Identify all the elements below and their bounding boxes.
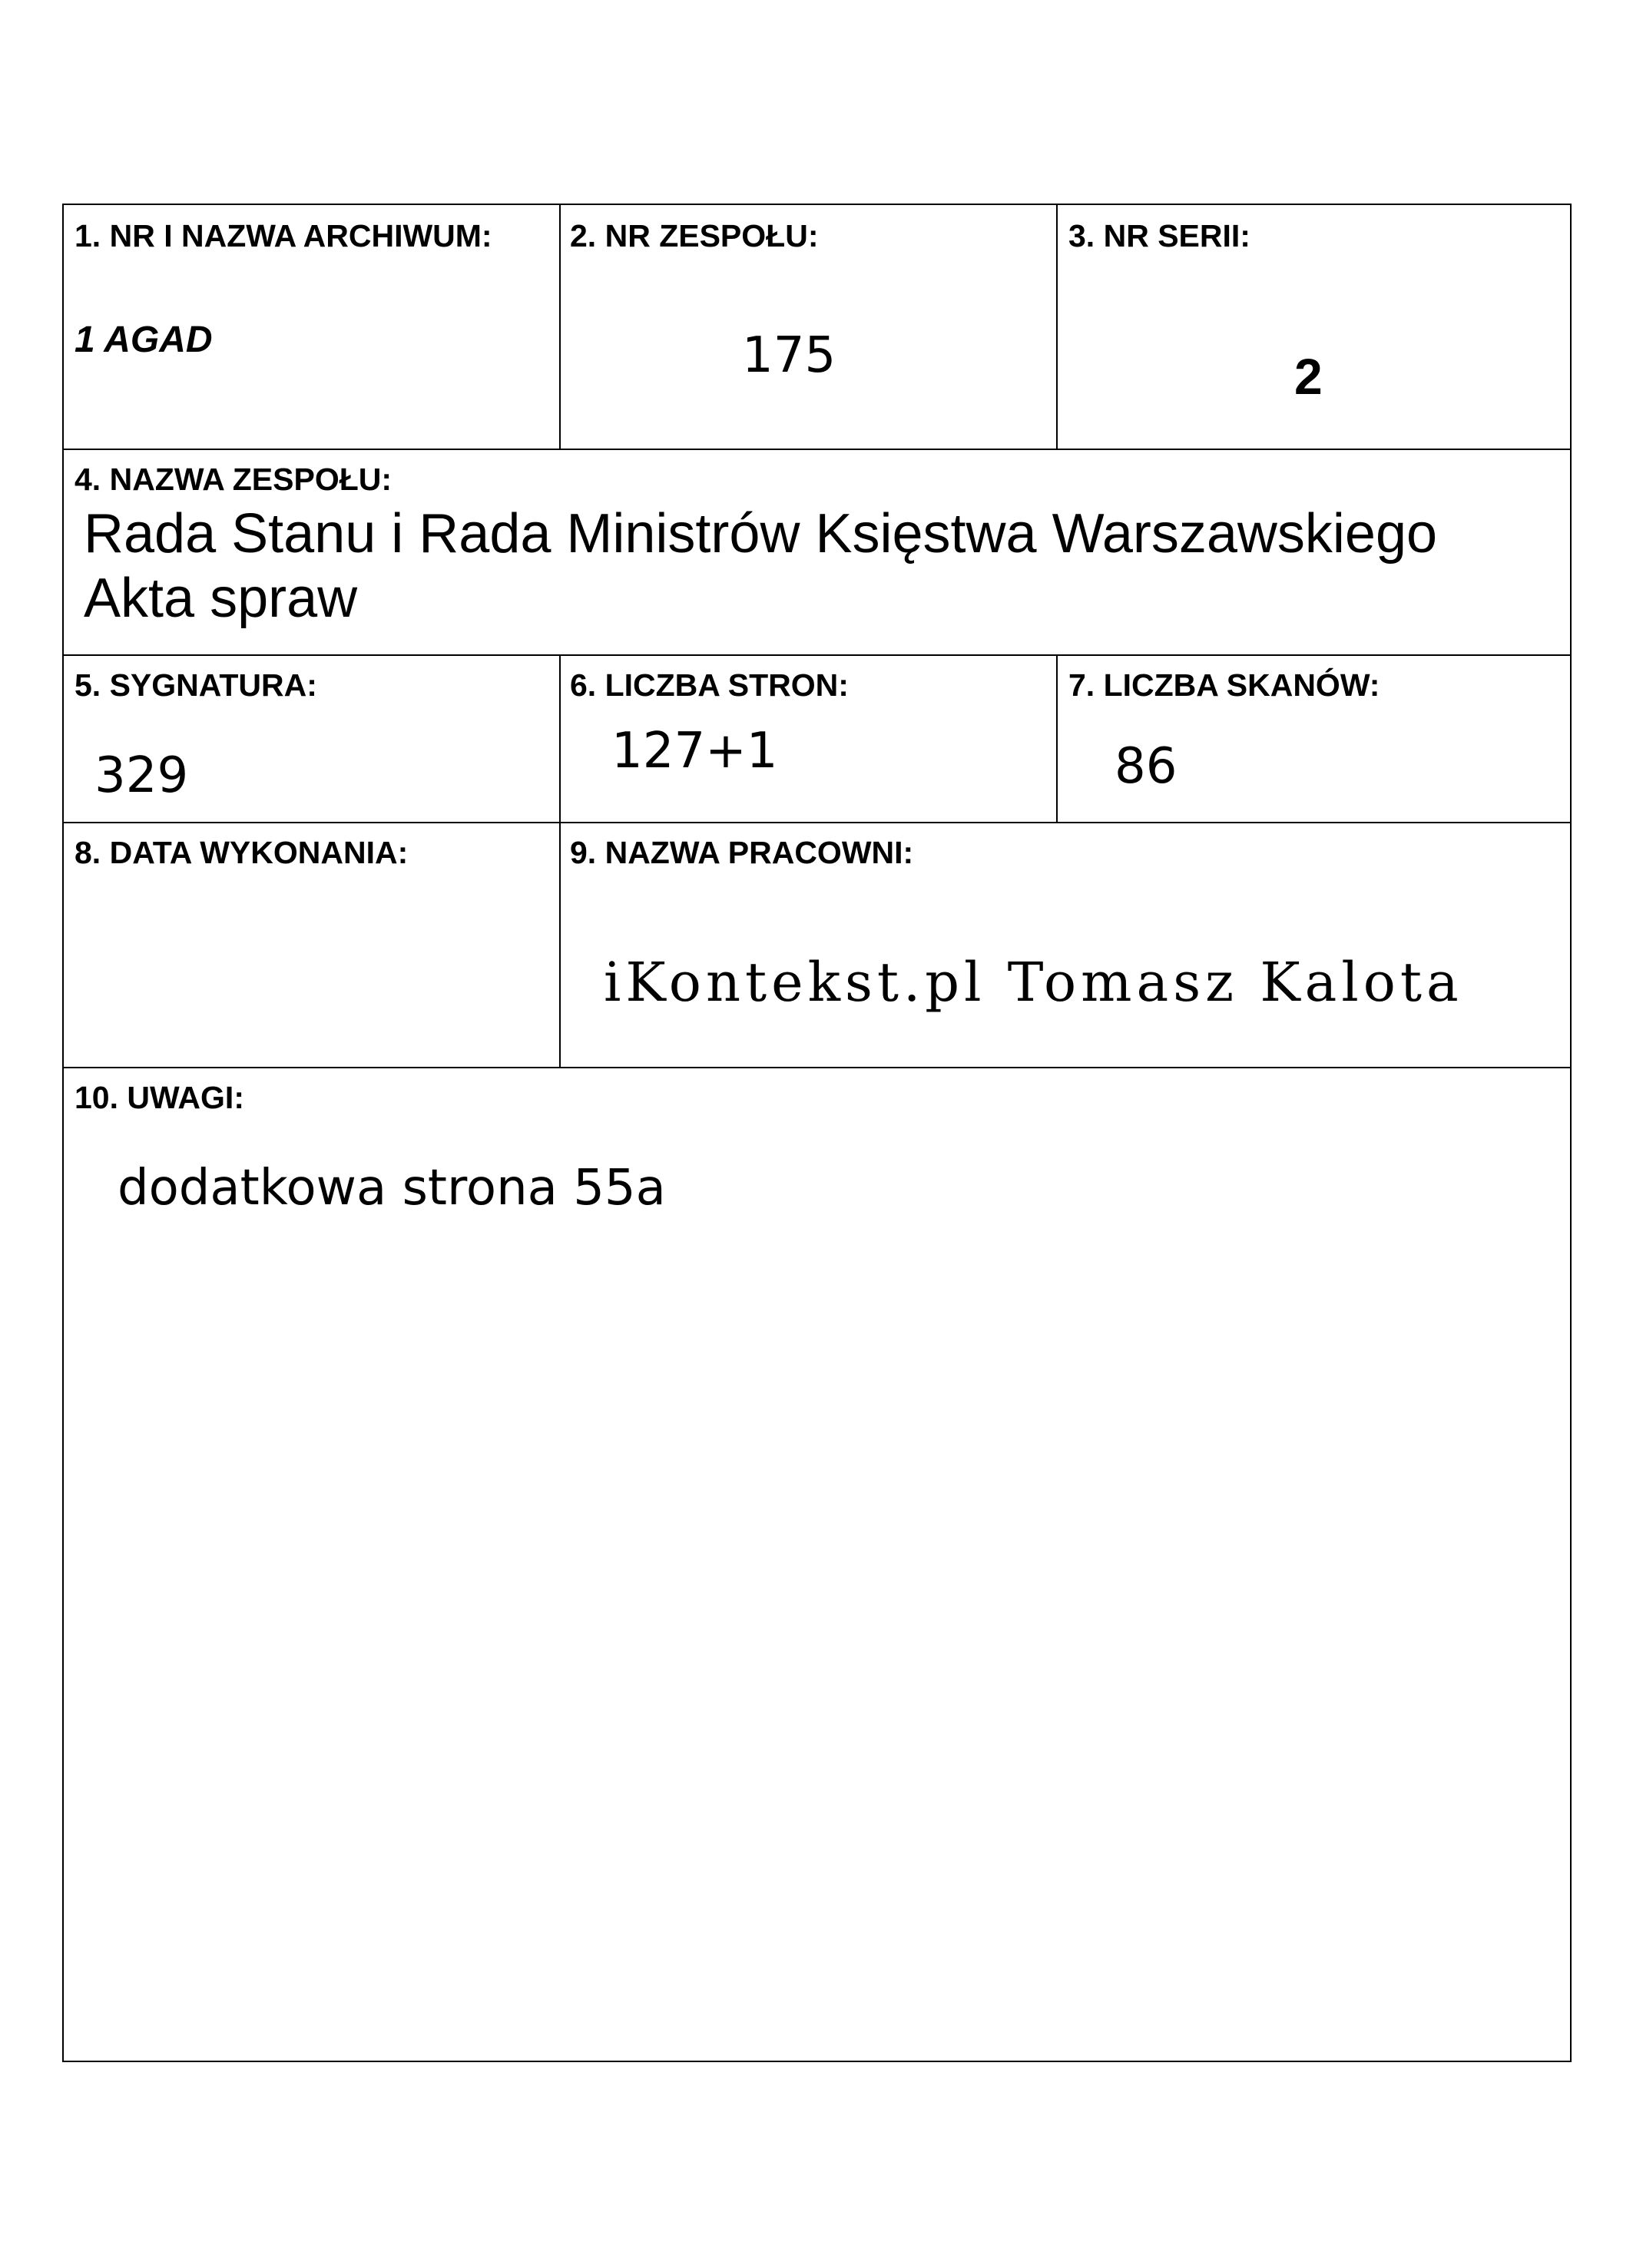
scan-count-value: 86 [1115,738,1178,795]
page-count-value: 127+1 [611,723,778,780]
fonds-name-cell [64,450,1570,654]
fonds-number-cell [561,205,1056,449]
date-label: 8. DATA WYKONANIA: [75,835,409,870]
studio-cell [561,823,1570,1067]
page-count-label: 6. LICZBA STRON: [570,667,849,703]
scan-count-label: 7. LICZBA SKANÓW: [1068,667,1380,703]
signature-label: 5. SYGNATURA: [75,667,317,703]
signature-cell [64,656,559,822]
signature-value: 329 [94,747,189,804]
page-count-cell [561,656,1056,822]
series-number-cell [1058,205,1570,449]
notes-value: dodatkowa strona 55a [118,1160,666,1217]
fonds-name-label: 4. NAZWA ZESPOŁU: [75,462,393,497]
archive-label: 1. NR I NAZWA ARCHIWUM: [75,218,492,253]
archive-cell [64,205,559,449]
fonds-number-label: 2. NR ZESPOŁU: [570,218,819,253]
series-number-label: 3. NR SERII: [1068,218,1250,253]
notes-label: 10. UWAGI: [75,1080,244,1115]
scan-count-cell [1058,656,1570,822]
fonds-number-value: 175 [742,327,836,384]
studio-value: iKontekst.pl Tomasz Kalota [604,951,1463,1014]
series-number-value: 2 [1294,348,1323,405]
archive-metadata-form [62,204,1572,2062]
date-cell [64,823,559,1067]
studio-label: 9. NAZWA PRACOWNI: [570,835,914,870]
fonds-name-line1: Rada Stanu i Rada Ministrów Księstwa Warszawskiego [84,503,1438,565]
notes-cell [64,1068,1570,2061]
fonds-name-line2: Akta spraw [84,568,358,629]
archive-value: 1 AGAD [75,320,213,360]
